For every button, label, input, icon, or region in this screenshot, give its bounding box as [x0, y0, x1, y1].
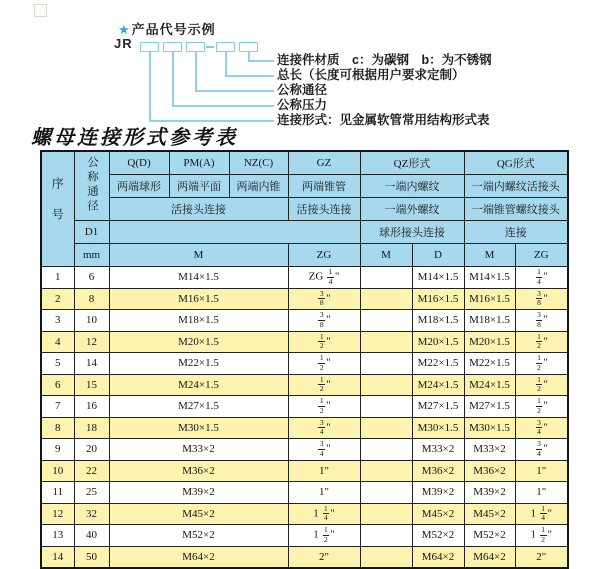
- cell-qg-zg: 1 $\frac{1}{2}$ ": [515, 525, 568, 547]
- header-desc-qg: 一端内螺纹活接头: [464, 175, 568, 198]
- cell-qz-d: M30×1.5: [412, 417, 464, 439]
- cell-qg-zg: 1": [515, 482, 568, 504]
- cell-qg-m: M39×2: [464, 482, 515, 504]
- header-form-qz: QZ形式: [360, 151, 464, 175]
- cell-gz: 1 $\frac{1}{4}$ ": [288, 503, 360, 525]
- cell-qg-m: M45×2: [464, 503, 515, 525]
- cell-qg-m: M20×1.5: [464, 331, 515, 353]
- cell-qz-d: M39×2: [412, 482, 464, 504]
- cell-qz-m: [360, 482, 412, 504]
- cell-serial: 10: [41, 460, 74, 482]
- header-desc-qz: 一端内螺纹: [360, 175, 464, 198]
- cell-qg-zg: $\frac{1}{2}$ ": [515, 353, 568, 375]
- cell-thread-m: M16×1.5: [109, 288, 288, 310]
- header-sub-qz-m: M: [360, 244, 412, 267]
- fraction: $\frac{1}{2}$: [324, 525, 328, 544]
- cell-gz: 2": [288, 546, 360, 568]
- header-desc-nzc: 两端内锥: [229, 175, 288, 198]
- cell-serial: 7: [41, 396, 74, 418]
- fraction: $\frac{3}{4}$: [319, 439, 324, 458]
- table-row: [41, 267, 568, 289]
- cell-dn-mm: 8: [74, 288, 109, 310]
- cell-thread-m: M30×1.5: [109, 417, 288, 439]
- table-row: [41, 525, 568, 547]
- cell-dn-mm: 6: [74, 267, 109, 289]
- leader-line: [225, 75, 274, 77]
- cell-gz: $\frac{1}{2}$ ": [288, 374, 360, 396]
- cell-gz: $\frac{1}{2}$ ": [288, 353, 360, 375]
- cell-qg-zg: 1 $\frac{1}{4}$ ": [515, 503, 568, 525]
- table-row: [41, 546, 568, 568]
- fraction: $\frac{1}{2}$: [537, 374, 541, 394]
- cell-dn-mm: 10: [74, 310, 109, 332]
- cell-qz-m: [360, 417, 412, 439]
- header-form-pma: PM(A): [169, 151, 229, 175]
- cell-qg-m: M27×1.5: [464, 396, 515, 418]
- cell-qg-m: M52×2: [464, 525, 515, 547]
- cell-dn-mm: 18: [74, 417, 109, 439]
- table-row: [41, 353, 568, 375]
- header-form-gz: GZ: [288, 151, 360, 175]
- diagram-label-material: 连接件材质 c：为碳钢 b：为不锈钢: [277, 53, 492, 67]
- cell-thread-m: M52×2: [109, 525, 288, 547]
- cell-gz: 1": [288, 482, 360, 504]
- header-desc-qd: 两端球形: [109, 175, 169, 198]
- table-row: [41, 331, 568, 353]
- leader-line: [195, 51, 197, 91]
- leader-line: [172, 105, 274, 107]
- cell-qz-m: [360, 310, 412, 332]
- cell-thread-m: M39×2: [109, 482, 288, 504]
- cell-gz: $\frac{1}{2}$ ": [288, 396, 360, 418]
- cell-qg-m: M22×1.5: [464, 353, 515, 375]
- cell-serial: 3: [41, 310, 74, 332]
- leader-line: [195, 90, 274, 92]
- table-row: [41, 460, 568, 482]
- cell-dn-mm: 12: [74, 331, 109, 353]
- fraction: $\frac{1}{4}$: [541, 503, 546, 523]
- cell-serial: 4: [41, 331, 74, 353]
- cell-gz: 1": [288, 460, 360, 482]
- cell-serial: 9: [41, 439, 74, 461]
- cell-qz-m: [360, 546, 412, 568]
- leader-line: [172, 51, 174, 106]
- fraction: $\frac{3}{4}$: [537, 439, 541, 458]
- cell-qz-m: [360, 288, 412, 310]
- header-union-connection-gz: 活接头连接: [288, 198, 360, 221]
- leader-line: [149, 51, 151, 121]
- cell-serial: 1: [41, 267, 74, 289]
- cell-dn-mm: 50: [74, 546, 109, 568]
- header-d1: D1: [74, 221, 109, 244]
- cell-qg-zg: $\frac{3}{4}$ ": [515, 417, 568, 439]
- cell-qz-m: [360, 396, 412, 418]
- cell-gz: $\frac{3}{8}$ ": [288, 288, 360, 310]
- cell-qz-d: M36×2: [412, 460, 464, 482]
- header-spherical-joint: 球形接头连接: [360, 221, 464, 244]
- header-sub-zg: ZG: [288, 244, 360, 267]
- cell-qz-d: M64×2: [412, 546, 464, 568]
- fraction: $\frac{1}{2}$: [537, 331, 541, 351]
- fraction: $\frac{1}{2}$: [319, 353, 324, 372]
- cell-serial: 6: [41, 374, 74, 396]
- cell-qg-m: M16×1.5: [464, 288, 515, 310]
- cell-thread-m: M20×1.5: [109, 331, 288, 353]
- cell-qg-zg: $\frac{3}{4}$ ": [515, 439, 568, 461]
- table-row: [41, 417, 568, 439]
- cell-qg-m: M24×1.5: [464, 374, 515, 396]
- fraction: $\frac{1}{2}$: [319, 374, 324, 394]
- table-row: [41, 503, 568, 525]
- cell-thread-m: M22×1.5: [109, 353, 288, 375]
- table-row: [41, 288, 568, 310]
- cell-qz-m: [360, 374, 412, 396]
- cell-dn-mm: 15: [74, 374, 109, 396]
- header-form-qg: QG形式: [464, 151, 568, 175]
- cell-qz-d: M27×1.5: [412, 396, 464, 418]
- diagram-label-connection: 连接形式：见金属软管常用结构形式表: [277, 113, 490, 127]
- code-dash: [206, 46, 214, 48]
- cell-thread-m: M64×2: [109, 546, 288, 568]
- cell-thread-m: M33×2: [109, 439, 288, 461]
- fraction: $\frac{3}{8}$: [537, 310, 541, 329]
- cell-qz-m: [360, 503, 412, 525]
- diagram-label-pressure: 公称压力: [277, 98, 328, 112]
- fraction: $\frac{1}{2}$: [319, 331, 324, 351]
- fraction: $\frac{3}{8}$: [319, 310, 324, 329]
- fraction: $\frac{3}{8}$: [319, 288, 324, 308]
- header-sub-qz-d: D: [412, 244, 464, 267]
- table-row: [41, 439, 568, 461]
- cell-dn-mm: 14: [74, 353, 109, 375]
- diagram-label-diameter: 公称通径: [277, 83, 328, 97]
- cell-qg-zg: $\frac{1}{2}$ ": [515, 396, 568, 418]
- table-row: [41, 396, 568, 418]
- table-header: [41, 151, 568, 267]
- cell-dn-mm: 25: [74, 482, 109, 504]
- cell-serial: 14: [41, 546, 74, 568]
- cell-qg-zg: 1": [515, 460, 568, 482]
- reference-table: [40, 150, 569, 569]
- header-form-qd: Q(D): [109, 151, 169, 175]
- cell-qz-m: [360, 525, 412, 547]
- header-row-1: [41, 151, 568, 175]
- cell-qg-m: M33×2: [464, 439, 515, 461]
- cell-qg-zg: $\frac{3}{8}$ ": [515, 288, 568, 310]
- header-union-connection: 活接头连接: [109, 198, 288, 221]
- header-form-nzc: NZ(C): [229, 151, 288, 175]
- cell-gz: 1 $\frac{1}{2}$ ": [288, 525, 360, 547]
- fraction: $\frac{3}{4}$: [319, 417, 324, 437]
- fraction: $\frac{1}{2}$: [541, 525, 546, 544]
- cell-qg-m: M30×1.5: [464, 417, 515, 439]
- fraction: $\frac{1}{4}$: [328, 267, 333, 286]
- cell-dn-mm: 22: [74, 460, 109, 482]
- cell-thread-m: M14×1.5: [109, 267, 288, 289]
- header-sub-m: M: [109, 244, 288, 267]
- cell-qz-d: M18×1.5: [412, 310, 464, 332]
- cell-dn-mm: 16: [74, 396, 109, 418]
- cell-dn-mm: 40: [74, 525, 109, 547]
- leader-line: [225, 51, 227, 76]
- cell-qz-d: M16×1.5: [412, 288, 464, 310]
- cell-thread-m: M24×1.5: [109, 374, 288, 396]
- header-row-5: [41, 244, 568, 267]
- cell-qz-d: M45×2: [412, 503, 464, 525]
- cell-qz-m: [360, 460, 412, 482]
- header-empty: [109, 221, 360, 244]
- header-taper-thread-joint: 一端锥管螺纹接头: [464, 198, 568, 221]
- cell-qg-zg: $\frac{1}{2}$ ": [515, 374, 568, 396]
- header-mm: mm: [74, 244, 109, 267]
- cell-qg-m: M64×2: [464, 546, 515, 568]
- fraction: $\frac{1}{2}$: [537, 396, 541, 415]
- cell-qz-d: M33×2: [412, 439, 464, 461]
- fraction: $\frac{1}{4}$: [324, 503, 328, 523]
- table-row: [41, 310, 568, 332]
- star-icon: ★: [118, 22, 131, 37]
- cell-qz-d: M22×1.5: [412, 353, 464, 375]
- cell-qg-m: M18×1.5: [464, 310, 515, 332]
- cell-dn-mm: 32: [74, 503, 109, 525]
- header-row-3: [41, 198, 568, 221]
- fraction: $\frac{1}{2}$: [319, 396, 324, 415]
- table-body: [41, 267, 568, 569]
- table-row: [41, 482, 568, 504]
- cell-qz-d: M14×1.5: [412, 267, 464, 289]
- leader-line: [248, 60, 274, 62]
- table-row: [41, 374, 568, 396]
- cell-serial: 5: [41, 353, 74, 375]
- cell-thread-m: M27×1.5: [109, 396, 288, 418]
- cell-thread-m: M36×2: [109, 460, 288, 482]
- cell-gz: $\frac{3}{4}$ ": [288, 439, 360, 461]
- cell-qz-m: [360, 267, 412, 289]
- header-external-thread: 一端外螺纹: [360, 198, 464, 221]
- cell-thread-m: M45×2: [109, 503, 288, 525]
- cell-gz: $\frac{3}{8}$ ": [288, 310, 360, 332]
- product-code-title-text: 产品代号示例: [131, 22, 216, 37]
- corner-mark: [34, 4, 47, 17]
- cell-qg-zg: $\frac{3}{8}$ ": [515, 310, 568, 332]
- cell-qz-d: M20×1.5: [412, 331, 464, 353]
- cell-serial: 13: [41, 525, 74, 547]
- header-sub-qg-m: M: [464, 244, 515, 267]
- cell-qg-m: M36×2: [464, 460, 515, 482]
- cell-qz-m: [360, 439, 412, 461]
- header-row-4: [41, 221, 568, 244]
- cell-thread-m: M18×1.5: [109, 310, 288, 332]
- cell-qg-zg: $\frac{1}{4}$ ": [515, 267, 568, 289]
- header-connection: 连接: [464, 221, 568, 244]
- cell-qg-m: M14×1.5: [464, 267, 515, 289]
- header-serial: 序号: [41, 151, 74, 267]
- header-desc-pma: 两端平面: [169, 175, 229, 198]
- header-row-2: [41, 175, 568, 198]
- cell-qg-zg: 2": [515, 546, 568, 568]
- header-sub-qg-zg: ZG: [515, 244, 568, 267]
- cell-qz-m: [360, 331, 412, 353]
- cell-qg-zg: $\frac{1}{2}$ ": [515, 331, 568, 353]
- fraction: $\frac{3}{4}$: [537, 417, 541, 437]
- product-code-prefix: JR: [114, 36, 133, 51]
- fraction: $\frac{1}{2}$: [537, 353, 541, 372]
- cell-dn-mm: 20: [74, 439, 109, 461]
- diagram-label-length: 总长（长度可根据用户要求定制）: [277, 68, 465, 82]
- table-title: 螺母连接形式参考表: [31, 125, 238, 149]
- fraction: $\frac{3}{8}$: [537, 288, 541, 308]
- cell-qz-m: [360, 353, 412, 375]
- product-code-title: [118, 19, 216, 38]
- cell-qz-d: M52×2: [412, 525, 464, 547]
- cell-serial: 2: [41, 288, 74, 310]
- cell-gz: $\frac{1}{2}$ ": [288, 331, 360, 353]
- cell-qz-d: M24×1.5: [412, 374, 464, 396]
- cell-serial: 12: [41, 503, 74, 525]
- cell-serial: 8: [41, 417, 74, 439]
- header-nominal-diameter: 公称通径: [74, 151, 109, 221]
- header-desc-gz: 两端锥管: [288, 175, 360, 198]
- cell-gz: ZG $\frac{1}{4}$ ": [288, 267, 360, 289]
- cell-gz: $\frac{3}{4}$ ": [288, 417, 360, 439]
- cell-serial: 11: [41, 482, 74, 504]
- fraction: $\frac{1}{4}$: [537, 267, 541, 286]
